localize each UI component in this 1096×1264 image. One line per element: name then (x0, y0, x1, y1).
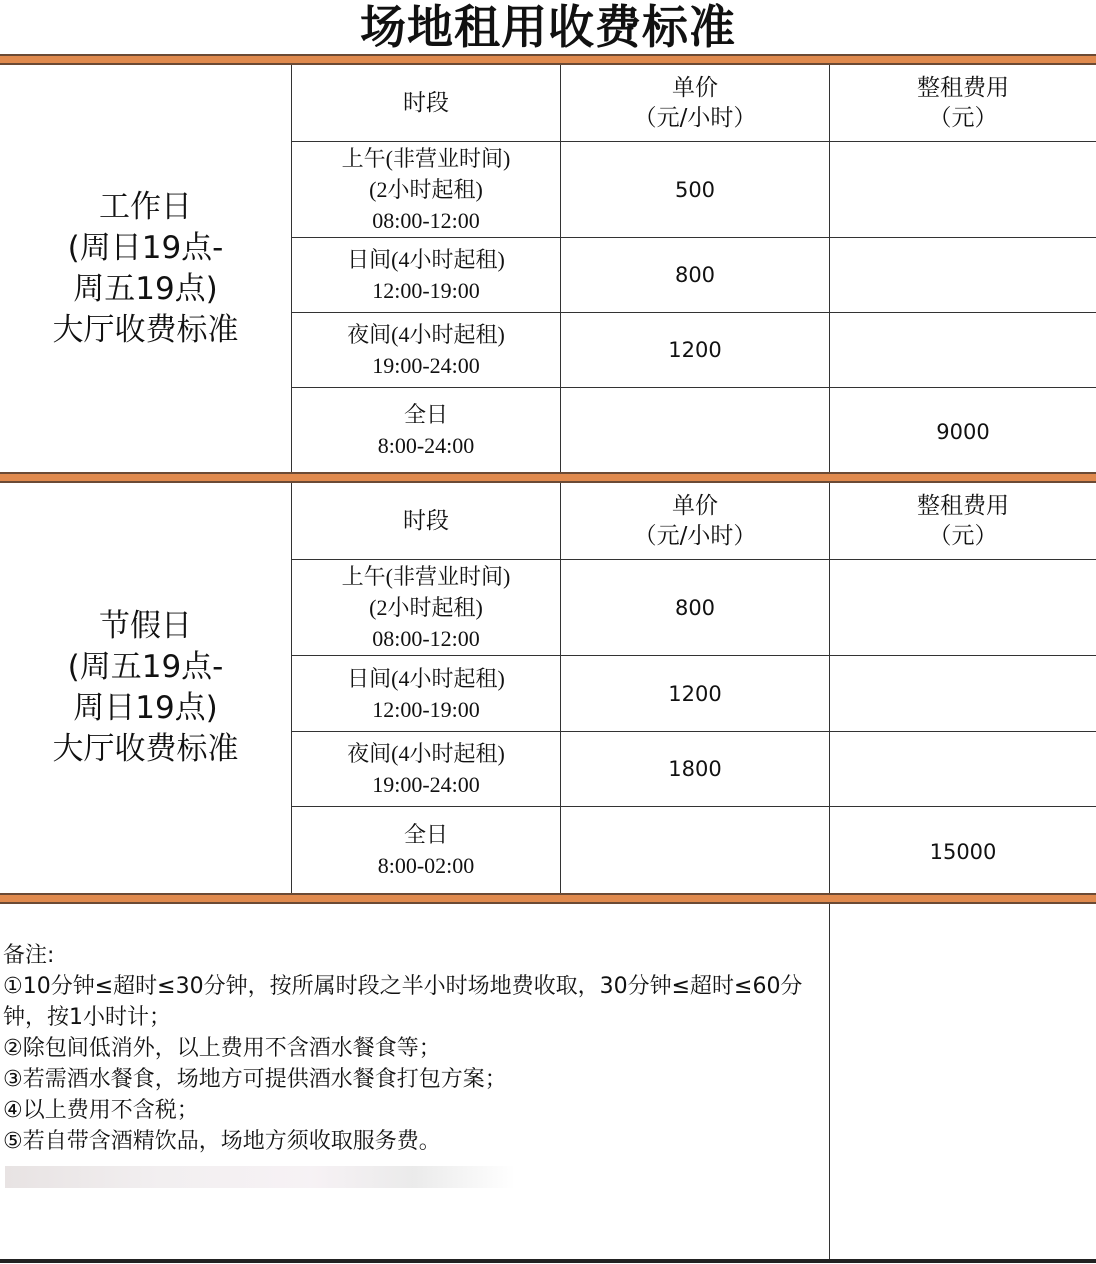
divider-band (0, 54, 1096, 65)
notes-block (3, 940, 823, 1157)
price-cell: 1800 (668, 757, 722, 781)
full-fee-cell: 9000 (936, 420, 990, 444)
blurred-text (5, 1166, 515, 1188)
slot-night: 夜间(4小时起租) 19:00-24:00 (347, 322, 505, 378)
slot-daytime: 日间(4小时起租) 12:00-19:00 (347, 247, 505, 303)
price-cell: 1200 (668, 681, 722, 706)
full-fee-cell (830, 560, 1096, 655)
header-period: 时段 (403, 90, 449, 116)
header-period: 时段 (403, 508, 449, 534)
grid-line (829, 904, 830, 1260)
notes-heading: 备注: (3, 943, 55, 968)
slot-daytime: 日间(4小时起租) 12:00-19:00 (347, 665, 505, 722)
full-fee-cell (830, 238, 1096, 312)
note-line: ①10分钟≤超时≤30分钟，按所属时段之半小时场地费收取，30分钟≤超时≤60分 (3, 974, 803, 999)
full-fee-cell (830, 732, 1096, 806)
slot-full-day: 全日 8:00-24:00 (377, 402, 475, 458)
divider-band (0, 893, 1096, 904)
price-cell: 500 (674, 177, 716, 202)
slot-night: 夜间(4小时起租) 19:00-24:00 (347, 741, 505, 797)
weekday-category: 工作日 (周日19点- 周五19点) 大厅收费标准 (52, 188, 239, 348)
full-fee-cell (830, 313, 1096, 387)
grid-line (0, 1259, 1096, 1263)
slot-morning: 上午(非营业时间) (2小时起租) 08:00-12:00 (341, 564, 511, 651)
header-unit-price: 单价 （元/小时） (633, 75, 757, 131)
header-full-fee: 整租费用 （元） (917, 75, 1009, 131)
note-line: ④以上费用不含税； (3, 1098, 199, 1123)
price-cell: 800 (674, 263, 716, 287)
note-line: ③若需酒水餐食，场地方可提供酒水餐食打包方案； (3, 1067, 507, 1092)
holiday-category: 节假日 (周五19点- 周日19点) 大厅收费标准 (52, 608, 239, 767)
full-fee-cell (830, 656, 1096, 731)
page-title: 场地租用收费标准 (360, 0, 736, 54)
note-line: ⑤若自带含酒精饮品，场地方须收取服务费。 (3, 1129, 441, 1154)
header-unit-price: 单价 （元/小时） (633, 493, 757, 549)
full-fee-cell (830, 142, 1096, 237)
slot-full-day: 全日 8:00-02:00 (377, 822, 475, 878)
slot-morning: 上午(非营业时间) (2小时起租) 08:00-12:00 (341, 146, 511, 233)
price-cell (561, 388, 829, 472)
note-line: 钟，按1小时计； (3, 1005, 171, 1030)
full-fee-cell: 15000 (929, 840, 997, 864)
note-line: ②除包间低消外，以上费用不含酒水餐食等； (3, 1036, 441, 1061)
price-cell (561, 807, 829, 893)
header-full-fee: 整租费用 （元） (917, 493, 1009, 549)
price-cell: 1200 (668, 338, 722, 362)
divider-band (0, 472, 1096, 483)
price-cell: 800 (674, 595, 716, 620)
